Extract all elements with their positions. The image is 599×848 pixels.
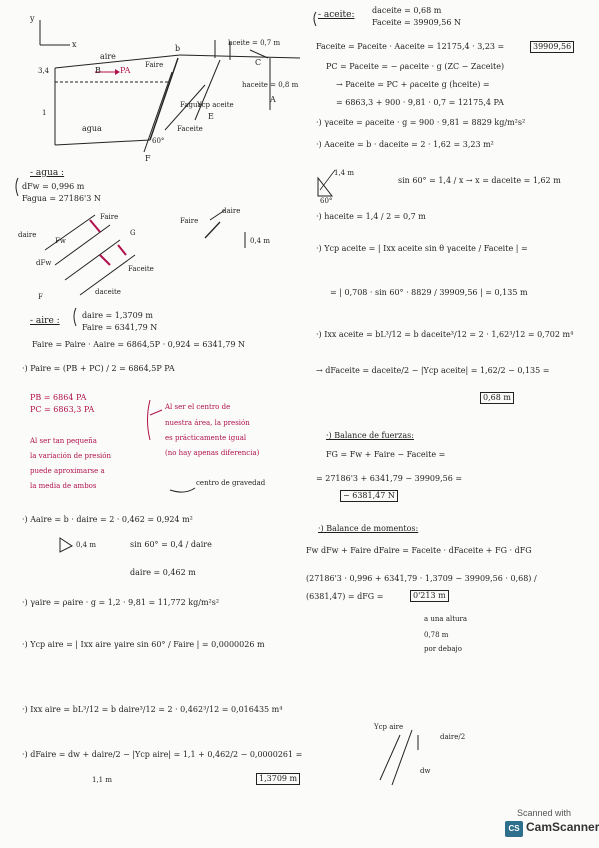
fig3-daire: daire [222, 207, 241, 215]
pb-value: PB = 6864 PA [30, 393, 87, 402]
fig2-dfw: dFw [36, 259, 52, 267]
f-agua: Fagua = 27186'3 N [22, 194, 101, 203]
camscanner-name: CamScanner [526, 820, 599, 834]
fig2-f: F [38, 293, 43, 301]
fig2-daceite: daceite [95, 288, 121, 296]
balance-eq-2: = 27186'3 + 6341,79 − 39909,56 = [316, 474, 463, 483]
d-faceite: → dFaceite = daceite/2 − |Ycp aceite| = 1,62/2 − 0,135 = [316, 366, 550, 375]
dim-aceite-top: hceite = 0,7 m [228, 39, 281, 47]
moment-eq-2: (27186'3 · 0,996 + 6341,79 · 1,3709 − 39909,56 · 0,68) / [306, 574, 537, 583]
a-aire: ·) Aaire = b · daire = 2 · 0,462 = 0,924 m² [22, 515, 193, 524]
gamma-aire: ·) γaire = ρaire · g = 1,2 · 9,81 = 11,772 kg/m²s² [22, 598, 220, 607]
axis-x-label: x [72, 40, 77, 49]
pa-label: PA [120, 66, 131, 75]
note-arrow: centro de gravedad [196, 479, 266, 487]
moment-eq-3: (6381,47) = dFG = [306, 592, 384, 601]
fagua-label: Fagua [180, 101, 202, 109]
tri-angle: 60° [320, 197, 333, 205]
aire-title: - aire : [30, 316, 60, 326]
aceite-title: - aceite: [318, 10, 355, 20]
f-aire-val: Faire = 6341,79 N [82, 323, 158, 332]
fig3-dim: 0,4 m [250, 237, 270, 245]
fig2-faire: Faire [100, 213, 119, 221]
agua-label: agua [82, 124, 102, 133]
balance-eq: FG = Fw + Faire − Faceite = [326, 450, 446, 459]
agua-title: - agua : [30, 168, 65, 178]
pc-eq-2: → Paceite = PC + ρaceite g (hceite) = [336, 80, 490, 89]
d-faire-sub: 1,1 m [92, 776, 112, 784]
sin-eq: sin 60° = 0,4 / daire [130, 540, 212, 549]
d-aire: daire = 1,3709 m [82, 311, 153, 320]
d-faire-result: 1,3709 m [256, 773, 300, 785]
note-4: (no hay apenas diferencia) [165, 449, 260, 457]
note-7: puede aproximarse a [30, 467, 105, 475]
note-8: la media de ambos [30, 482, 97, 490]
ixx-aire: ·) Ixx aire = bL³/12 = b daire³/12 = 2 · 0,462³/12 = 0,016435 m⁴ [22, 705, 283, 714]
f-result: 39909,56 [530, 41, 574, 53]
aire-label: aire [100, 52, 116, 61]
point-c-label: C [255, 58, 262, 67]
d-faceite-result: 0,68 m [480, 392, 514, 404]
pc-value: PC = 6863,3 PA [30, 405, 95, 414]
sin-lbl: 0,4 m [76, 541, 96, 549]
moment-note-2: 0,78 m [424, 631, 449, 639]
d-aceite: daceite = 0,68 m [372, 6, 442, 15]
dim-aceite-right: haceite = 0,8 m [242, 81, 299, 89]
moment-note-1: a una altura [424, 615, 468, 623]
axis-y-label: y [30, 14, 35, 23]
f-aceite: Faceite = 39909,56 N [372, 18, 462, 27]
ixx-aceite: ·) Ixx aceite = bL³/12 = b daceite³/12 = 2 · 1,62³/12 = 0,702 m⁴ [316, 330, 574, 339]
fig2-daire: daire [18, 231, 37, 239]
h-aceite: ·) haceite = 1,4 / 2 = 0,7 m [316, 212, 426, 221]
camscanner-badge [505, 808, 599, 842]
pc-eq: PC = Paceite = − ρaceite · g (ZC − Zaceite) [326, 62, 505, 71]
point-b-label: B [95, 66, 101, 75]
fig2-faceite: Faceite [128, 265, 154, 273]
f-aire-eq: Faire = Paire · Aaire = 6864,5P · 0,924 = 6341,79 N [32, 340, 245, 349]
balance-result: − 6381,47 N [340, 490, 398, 502]
tri-label: 1,4 m [334, 169, 354, 177]
ycp-label: Ycp aceite [197, 101, 234, 109]
fig2-g: G [130, 229, 136, 237]
point-a-label: A [270, 95, 276, 104]
angle-label: 60° [152, 137, 165, 145]
moment-note-3: por debajo [424, 645, 462, 653]
moment-title: ·) Balance de momentos: [318, 524, 419, 533]
point-f-label: F [145, 154, 151, 163]
fig3-faire: Faire [180, 217, 199, 225]
p-aire-eq: ·) Paire = (PB + PC) / 2 = 6864,5P PA [22, 364, 175, 373]
moment-result: 0'213 m [410, 590, 449, 602]
sin-eq-aceite: sin 60° = 1,4 / x → x = daceite = 1,62 m [398, 176, 561, 185]
note-5: Al ser tan pequeña [30, 437, 97, 445]
f-eq: Faceite = Paceite · Aaceite = 12175,4 · 3,23 = [316, 42, 505, 51]
balance-title: ·) Balance de fuerzas: [326, 431, 414, 440]
fig4-daire: daire/2 [440, 733, 466, 741]
ycp-aceite: ·) Ycp aceite = | Ixx aceite sin θ γaceite / Faceite | = [316, 244, 528, 253]
camscanner-logo-icon: CS [505, 821, 523, 837]
dim-34: 3,4 [38, 67, 50, 75]
d-fw: dFw = 0,996 m [22, 182, 85, 191]
scanned-with-label: Scanned with [517, 808, 572, 818]
d-aire-2: daire = 0,462 m [130, 568, 196, 577]
faire-label: Faire [145, 61, 164, 69]
moment-eq: Fw dFw + Faire dFaire = Faceite · dFaceite + FG · dFG [306, 546, 532, 555]
note-1: Al ser el centro de [165, 403, 231, 411]
fig4-ycp: Ycp aire [374, 723, 404, 731]
ycp-aire: ·) Ycp aire = | Ixx aire γaire sin 60° / Faire | = 0,0000026 m [22, 640, 265, 649]
fig4-dw: dw [420, 767, 431, 775]
gamma-aceite: ·) γaceite = ρaceite · g = 900 · 9,81 = 8829 kg/m²s² [316, 118, 526, 127]
area-aceite: ·) Aaceite = b · daceite = 2 · 1,62 = 3,23 m² [316, 140, 494, 149]
point-e-label: E [208, 112, 214, 121]
fig2-fw: Fw [55, 237, 66, 245]
dim-1: 1 [42, 109, 47, 117]
faceite-label: Faceite [177, 125, 203, 133]
b-small-label: b [175, 44, 181, 53]
note-2: nuestra área, la presión [165, 419, 250, 427]
d-faire: ·) dFaire = dw + daire/2 − |Ycp aire| = 1,1 + 0,462/2 − 0,0000261 = [22, 750, 303, 759]
note-3: es prácticamente igual [165, 434, 247, 442]
ycp-aceite-2: = | 0,708 · sin 60° · 8829 / 39909,56 | = 0,135 m [330, 288, 528, 297]
pc-eq-3: = 6863,3 + 900 · 9,81 · 0,7 = 12175,4 PA [336, 98, 504, 107]
note-6: la variación de presión [30, 452, 112, 460]
